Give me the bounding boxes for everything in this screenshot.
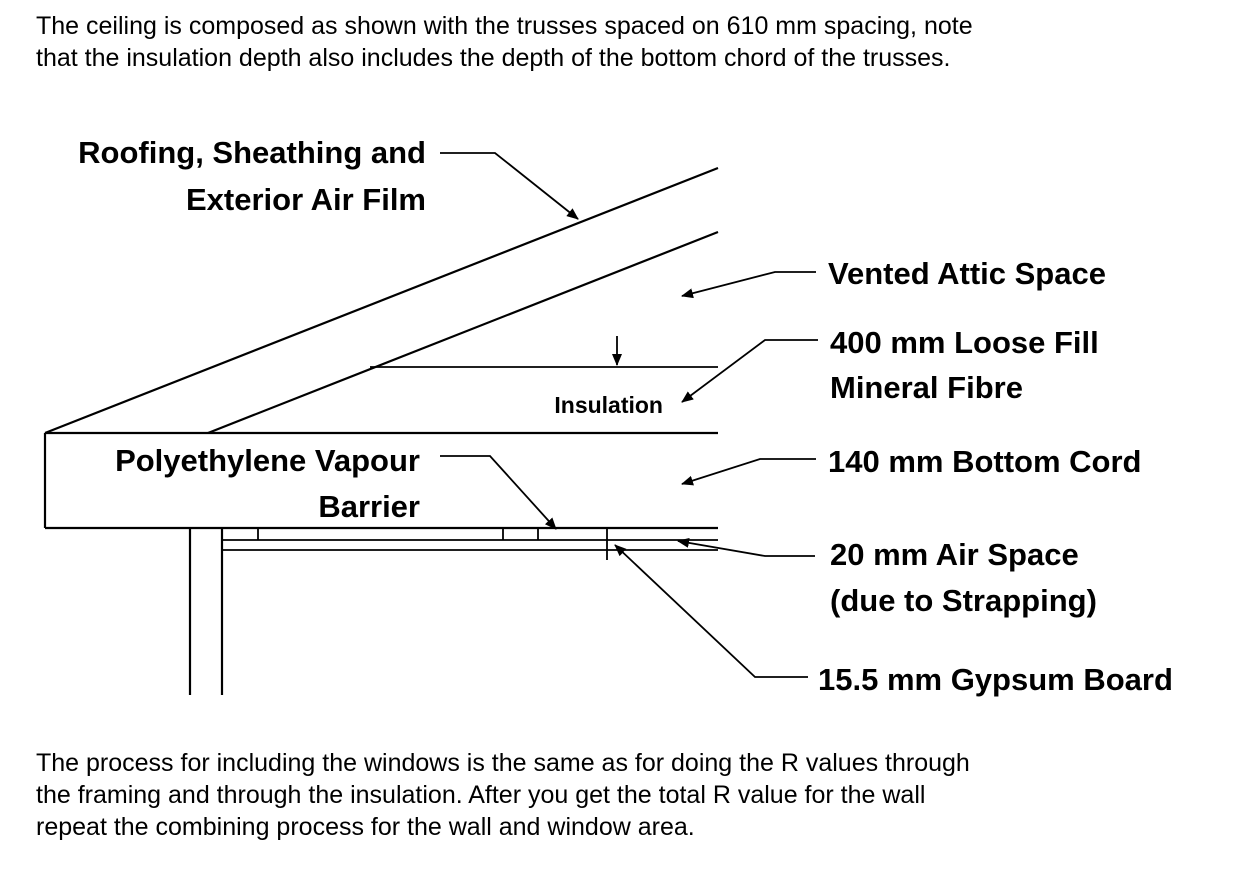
label-bottom-cord: 140 mm Bottom Cord [828,444,1142,479]
label-air-space-line2: (due to Strapping) [830,583,1097,618]
process-line-2: the framing and through the insulation. After you get the total R value for the wall [36,781,926,809]
intro-line-1: The ceiling is composed as shown with the trusses spaced on 610 mm spacing, note [36,12,973,40]
label-loose-fill-line2: Mineral Fibre [830,370,1023,405]
process-line-3: repeat the combining process for the wall and window area. [36,813,695,841]
vapour-barrier-leader [440,456,556,529]
bottom-cord-leader [682,459,816,484]
wall-framing [190,528,222,695]
insulation-dimension [607,336,617,560]
label-insulation: Insulation [554,392,663,418]
intro-line-2: that the insulation depth also includes the depth of the bottom chord of the trusses. [36,44,951,72]
process-paragraph [36,747,1226,843]
process-line-1: The process for including the windows is the same as for doing the R values through [36,749,970,777]
label-air-space-line1: 20 mm Air Space [830,537,1079,572]
label-vented-attic: Vented Attic Space [828,256,1106,291]
label-loose-fill-line1: 400 mm Loose Fill [830,325,1099,360]
label-vapour-line2: Barrier [318,489,420,524]
strapping-and-gypsum [222,528,718,550]
label-roofing-line1: Roofing, Sheathing and [78,135,426,170]
label-gypsum: 15.5 mm Gypsum Board [818,662,1173,697]
gypsum-leader [615,545,808,677]
loose-fill-leader [682,340,818,402]
labels [78,135,1173,697]
air-space-leader [678,541,815,556]
label-roofing-line2: Exterior Air Film [185,182,426,217]
vented-attic-leader [682,272,816,296]
roofing-leader [440,153,578,219]
label-vapour-line1: Polyethylene Vapour [115,443,420,478]
